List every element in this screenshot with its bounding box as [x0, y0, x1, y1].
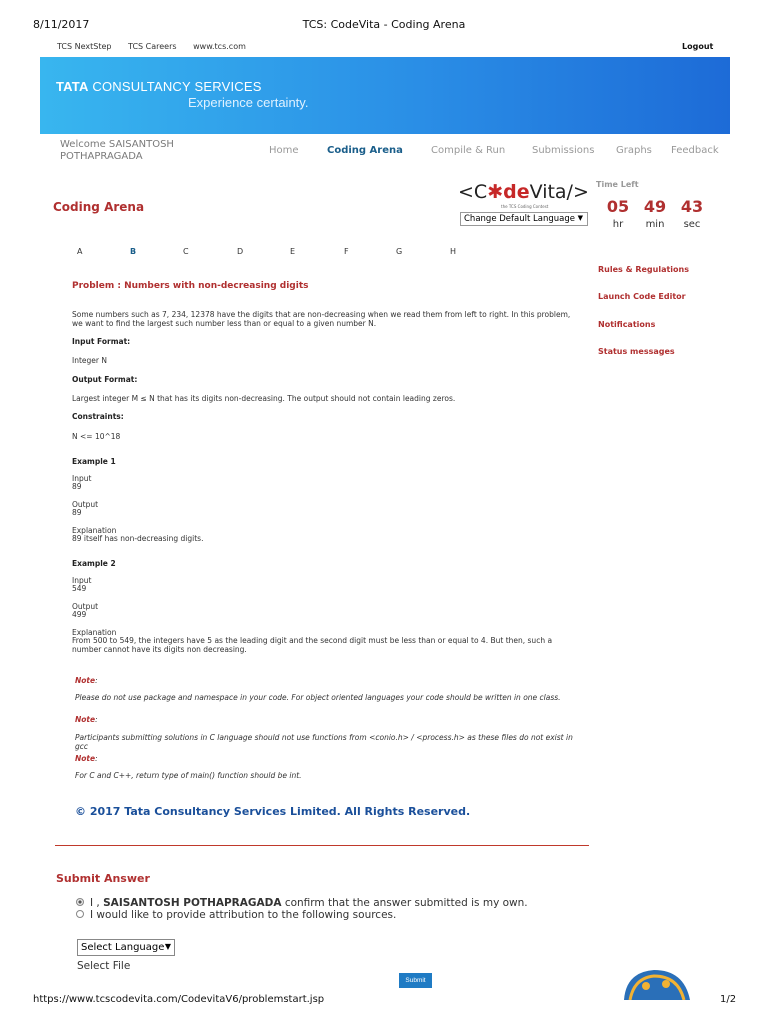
example2-input-label: Input [72, 576, 92, 585]
output-format-heading: Output Format: [72, 375, 138, 384]
copyright: © 2017 Tata Consultancy Services Limited. All Rights Reserved. [75, 805, 471, 818]
nav-submissions[interactable]: Submissions [532, 145, 595, 156]
codevita-logo: <C✱deVita/> [458, 181, 589, 203]
notifications-link[interactable]: Notifications [598, 320, 656, 329]
print-header [0, 18, 768, 32]
tab-f[interactable]: F [344, 247, 349, 256]
chevron-down-icon: ▼ [577, 214, 583, 222]
tab-d[interactable]: D [237, 247, 244, 256]
constraints: N <= 10^18 [72, 432, 121, 441]
tab-a[interactable]: A [77, 247, 83, 256]
nav-graphs[interactable]: Graphs [616, 145, 652, 156]
select-language[interactable]: Select Language ▼ [77, 939, 175, 956]
example1-input-label: Input [72, 474, 92, 483]
top-links [57, 42, 260, 51]
note-3-text: For C and C++, return type of main() function should be int. [75, 771, 302, 780]
example1-output: 89 [72, 508, 82, 517]
default-language-select[interactable]: Change Default Language ▼ [460, 212, 588, 226]
nav-compile-run[interactable]: Compile & Run [431, 145, 506, 156]
tab-e[interactable]: E [290, 247, 296, 256]
constraints-heading: Constraints: [72, 412, 124, 421]
submit-answer-heading: Submit Answer [56, 872, 150, 885]
example2-explanation-label: Explanation [72, 628, 117, 637]
note-3-heading: Note: [75, 754, 98, 763]
rules-link[interactable]: Rules & Regulations [598, 265, 689, 274]
timer-hours-unit: hr [612, 219, 624, 230]
codevita-subtitle: the TCS Coding Contest [501, 204, 549, 209]
page-title: Coding Arena [53, 200, 145, 214]
example2-heading: Example 2 [72, 559, 116, 568]
input-format-heading: Input Format: [72, 337, 131, 346]
launch-editor-link[interactable]: Launch Code Editor [598, 292, 686, 301]
radio-own-work[interactable]: I , SAISANTOSH POTHAPRAGADA confirm that the answer submitted is my own. [76, 897, 528, 909]
example2-input: 549 [72, 584, 87, 593]
nav-feedback[interactable]: Feedback [671, 145, 719, 156]
print-page-number: 1/2 [720, 994, 737, 1005]
output-format: Largest integer M ≤ N that has its digits non-decreasing. The output should not contain leading zeros. [72, 394, 456, 403]
radio-unselected-icon[interactable] [76, 910, 84, 918]
print-title: TCS: CodeVita - Coding Arena [302, 18, 466, 31]
logout-link[interactable]: Logout [682, 42, 714, 51]
link-tcs-careers[interactable]: TCS Careers [128, 42, 177, 51]
tab-b[interactable]: B [130, 247, 137, 256]
example2-output-label: Output [72, 602, 99, 611]
divider [55, 845, 589, 846]
tab-c[interactable]: C [183, 247, 189, 256]
status-messages-link[interactable]: Status messages [598, 347, 675, 356]
link-tcs-com[interactable]: www.tcs.com [193, 42, 246, 51]
note-1-text: Please do not use package and namespace in your code. For object oriented languages your code should be written in one class. [75, 693, 561, 702]
input-format: Integer N [72, 356, 107, 365]
select-file-label[interactable]: Select File [77, 960, 131, 972]
tab-h[interactable]: H [450, 247, 457, 256]
problem-title: Problem : Numbers with non-decreasing digits [72, 281, 309, 291]
timer-seconds-unit: sec [683, 219, 701, 230]
timer-minutes-unit: min [645, 219, 665, 230]
codevita-star-icon: ✱ [487, 181, 504, 203]
timer-seconds: 43 [680, 197, 704, 216]
example1-heading: Example 1 [72, 457, 116, 466]
welcome-text: Welcome SAISANTOSH POTHAPRAGADA [60, 139, 174, 162]
note-2-heading: Note: [75, 715, 98, 724]
problem-statement: Some numbers such as 7, 234, 12378 have the digits that are non-decreasing when we read them from left to right. In this problem, we want to find the largest such number less than or equal to a given number N. [72, 310, 571, 328]
radio-attribution[interactable]: I would like to provide attribution to the following sources. [76, 909, 396, 921]
chevron-down-icon: ▼ [164, 942, 171, 951]
nav-coding-arena[interactable]: Coding Arena [327, 145, 403, 156]
example1-input: 89 [72, 482, 82, 491]
note-2-text: Participants submitting solutions in C language should not use functions from <conio.h> / <process.h> as these files do not exist in gcc [75, 733, 573, 751]
time-left-label: Time Left [596, 180, 639, 189]
note-1-heading: Note: [75, 676, 98, 685]
print-url: https://www.tcscodevita.com/CodevitaV6/problemstart.jsp [33, 994, 325, 1005]
tcs-tagline: Experience certainty. [188, 95, 309, 110]
submit-button[interactable]: Submit [399, 973, 432, 988]
example1-explanation: 89 itself has non-decreasing digits. [72, 534, 204, 543]
example2-output: 499 [72, 610, 87, 619]
tcs-banner [40, 57, 730, 134]
example2-explanation: From 500 to 549, the integers have 5 as the leading digit and the second digit must be less than or equal to 4. But then, such a number cannot have its digits non decreasing. [72, 636, 553, 654]
example1-explanation-label: Explanation [72, 526, 117, 535]
print-date: 8/11/2017 [33, 18, 90, 31]
link-tcs-nextstep[interactable]: TCS NextStep [57, 42, 112, 51]
timer-minutes: 49 [643, 197, 667, 216]
nav-home[interactable]: Home [269, 145, 299, 156]
tcs-logo-text: TATA CONSULTANCY SERVICES [56, 79, 262, 94]
mascot-icon [620, 966, 692, 1000]
tab-g[interactable]: G [396, 247, 403, 256]
example1-output-label: Output [72, 500, 99, 509]
radio-selected-icon[interactable] [76, 898, 84, 906]
timer-hours: 05 [606, 197, 630, 216]
